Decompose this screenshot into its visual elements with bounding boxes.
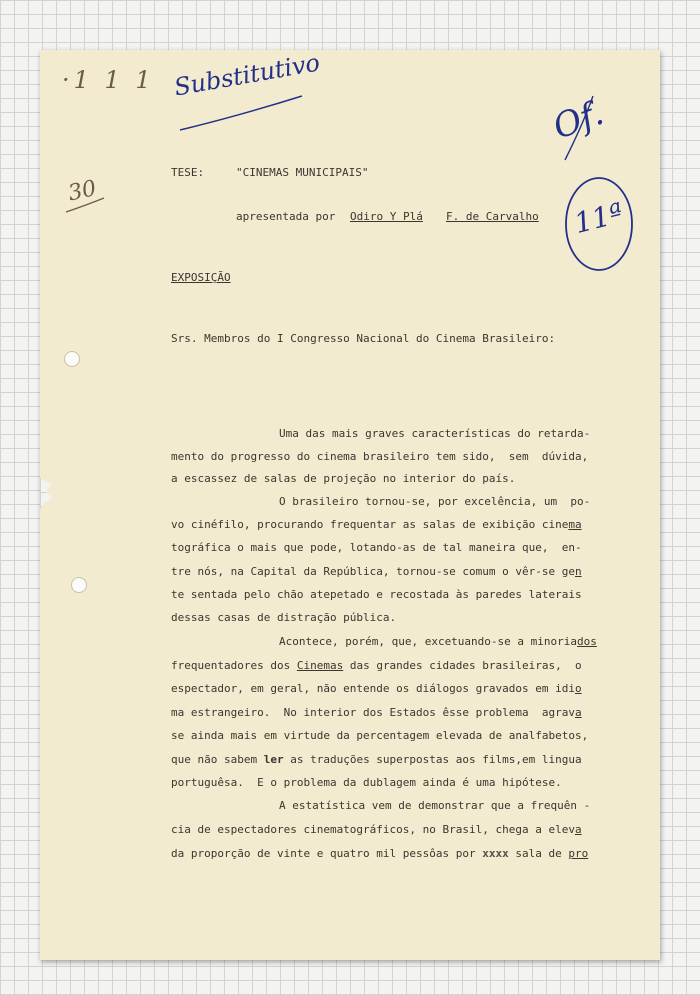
body-line-7-text: tre nós, na Capital da República, tornou-se comum o vêr-se ge: [171, 565, 575, 578]
body-line-19: [171, 848, 588, 859]
body-line-13-text: ma estrangeiro. No interior dos Estados êsse problema agrav: [171, 706, 575, 719]
tese-label: TESE:: [171, 166, 205, 179]
body-line-5: [171, 519, 582, 530]
body-line-19-struck: xxxx: [482, 847, 509, 860]
substitutivo-underline: [178, 94, 308, 134]
body-line-10: [279, 636, 597, 647]
body-line-19-underlined: pro: [568, 847, 589, 860]
body-line-15-text-b: as traduções superpostas aos films,em lingua: [283, 753, 582, 766]
handwritten-substitutivo: Substitutivo: [172, 48, 322, 102]
body-line-18-underlined: a: [574, 823, 582, 836]
body-line-7-underlined: n: [574, 565, 582, 578]
body-line-1: Uma das mais graves características do retarda-: [279, 427, 591, 440]
body-line-17: A estatística vem de demonstrar que a frequên -: [279, 799, 591, 812]
pencil-tally-marks: ·1 1 1: [62, 66, 155, 94]
pencil-page-number: 30: [66, 176, 99, 207]
body-line-7: [171, 566, 582, 577]
punch-hole-bottom: [71, 577, 87, 593]
page-number-underline: [64, 196, 108, 216]
body-line-15-text-a: que não sabem: [171, 753, 264, 766]
body-line-19-text-a: da proporção de vinte e quatro mil pessôas por: [171, 847, 483, 860]
body-line-5-underlined: ma: [568, 518, 582, 531]
body-line-13-underlined: a: [574, 706, 582, 719]
punch-hole-top: [64, 351, 80, 367]
initials-flourish: [553, 94, 603, 164]
tese-title: "CINEMAS MUNICIPAIS": [236, 166, 369, 179]
body-line-8: te sentada pelo chão atepetado e recostada às paredes laterais: [171, 588, 582, 601]
body-line-12: [171, 683, 582, 694]
body-line-11-text-a: frequentadores dos: [171, 659, 297, 672]
body-line-12-text: espectador, em geral, não entende os diálogos gravados em idi: [171, 682, 575, 695]
body-line-14: se ainda mais em virtude da percentagem elevada de analfabetos,: [171, 729, 589, 742]
body-line-2: mento do progresso do cinema brasileiro tem sido, sem dúvida,: [171, 450, 589, 463]
body-line-19-text-b: sala de: [508, 847, 569, 860]
body-line-18: [171, 824, 582, 835]
body-line-10-underlined: dos: [577, 635, 597, 648]
section-title-exposicao: EXPOSIÇÃO: [171, 271, 231, 284]
body-line-4: O brasileiro tornou-se, por excelência, um po-: [279, 495, 591, 508]
body-line-12-underlined: o: [574, 682, 582, 695]
body-line-11-cinemas: Cinemas: [296, 659, 344, 672]
body-line-3: a escassez de salas de projeção no interior do país.: [171, 472, 516, 485]
body-line-15-ler: ler: [263, 753, 284, 766]
apresentada-por: apresentada por: [236, 210, 336, 223]
body-line-6: tográfica o mais que pode, lotando-as de tal maneira que, en-: [171, 541, 582, 554]
body-line-18-text: cia de espectadores cinematográficos, no Brasil, chega a elev: [171, 823, 575, 836]
body-line-11: [171, 660, 582, 671]
author-first: Odiro Y Plá: [350, 210, 423, 223]
handwritten-number-11a: 11ª: [571, 196, 627, 241]
handwritten-initials: Of.: [548, 92, 609, 148]
salutation: Srs. Membros do I Congresso Nacional do Cinema Brasileiro:: [171, 332, 556, 345]
body-line-13: [171, 707, 582, 718]
body-line-11-text-b: das grandes cidades brasileiras, o: [343, 659, 582, 672]
body-line-5-text: vo cinéfilo, procurando frequentar as salas de exibição cine: [171, 518, 569, 531]
body-line-15: [171, 754, 582, 765]
body-line-16: portuguêsa. E o problema da dublagem ainda é uma hipótese.: [171, 776, 562, 789]
author-last: F. de Carvalho: [446, 210, 539, 223]
body-line-10-text: Acontece, porém, que, excetuando-se a minoria: [279, 635, 578, 648]
body-line-9: dessas casas de distração pública.: [171, 611, 397, 624]
